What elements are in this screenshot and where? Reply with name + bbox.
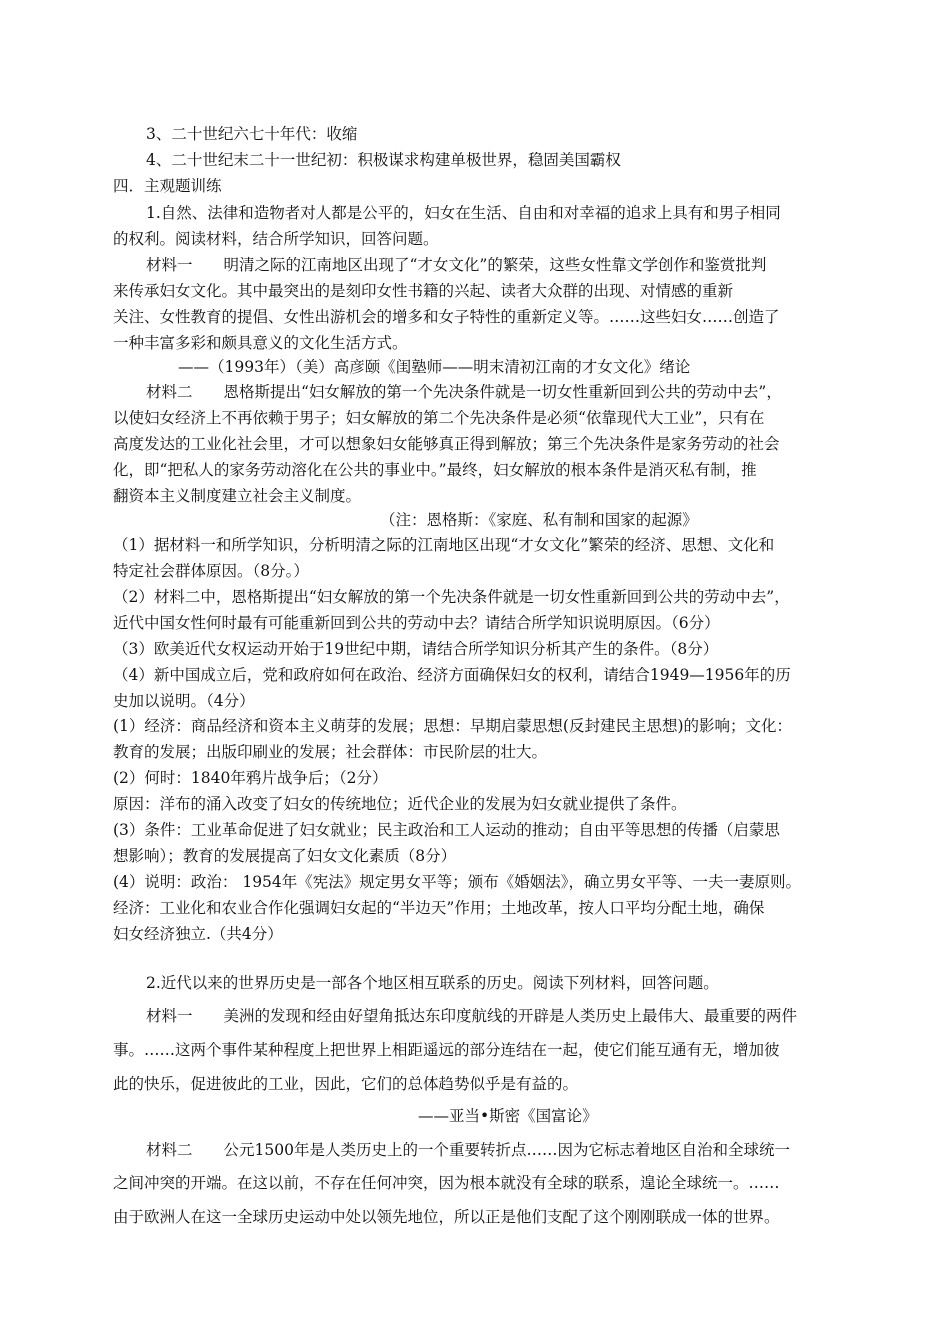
answer-text: (4）说明：政治： 1954年《宪法》规定男女平等；颁布《婚姻法》，确立男女平等、一夫一妻原则。 (113, 873, 802, 891)
material-text: 材料二 恩格斯提出“妇女解放的第一个先决条件就是一切女性重新回到公共的劳动中去”， (146, 383, 782, 401)
question-item: 史加以说明。（4分） (113, 692, 255, 710)
material-text: 事。……这两个事件某种程度上把世界上相距遥远的部分连结在一起，使它们能互通有无，增加彼 (113, 1041, 780, 1059)
question-item: 近代中国女性何时最有可能重新回到公共的劳动中去？请结合所学知识说明原因。（6分） (113, 614, 720, 632)
text-line: 4、二十世纪末二十一世纪初：积极谋求构建单极世界，稳固美国霸权 (146, 151, 621, 169)
material-text: 此的快乐，促进彼此的工业，因此，它们的总体趋势似乎是有益的。 (113, 1075, 579, 1093)
material-text: 材料二 公元1500年是人类历史上的一个重要转折点……因为它标志着地区自治和全球统一 (146, 1141, 790, 1159)
question-2-text: 2.近代以来的世界历史是一部各个地区相互联系的历史。阅读下列材料，回答问题。 (146, 974, 719, 992)
question-1-text: 的权利。阅读材料，结合所学知识，回答问题。 (113, 230, 439, 248)
material-text: 由于欧洲人在这一全球历史运动中处以领先地位，所以正是他们支配了这个刚刚联成一体的世界。 (113, 1208, 780, 1226)
material-text: 以使妇女经济上不再依赖于男子；妇女解放的第二个先决条件是必须“依靠现代大工业”，只有在 (113, 409, 765, 427)
material-text: 关注、女性教育的提倡、女性出游机会的增多和女子特性的重新定义等。……这些妇女……创造了 (113, 308, 780, 326)
answer-text: (2）何时：1840年鸦片战争后；（2分） (113, 769, 388, 787)
material-text: 一种丰富多彩和颇具意义的文化生活方式。 (113, 334, 408, 352)
material-text: 高度发达的工业化社会里，才可以想象妇女能够真正得到解放；第三个先决条件是家务劳动的社会 (113, 435, 780, 453)
material-text: 材料一 美洲的发现和经由好望角抵达东印度航线的开辟是人类历史上最伟大、最重要的两件 (146, 1007, 798, 1025)
question-item: （1）据材料一和所学知识，分析明清之际的江南地区出现“才女文化”繁荣的经济、思想、文化和 (113, 536, 775, 554)
answer-text: 经济：工业化和农业合作化强调妇女起的“半边天”作用；土地改革，按人口平均分配土地，确保 (113, 899, 765, 917)
answer-text: 原因：洋布的涌入改变了妇女的传统地位；近代企业的发展为妇女就业提供了条件。 (113, 795, 687, 813)
material-text: 之间冲突的开端。在这以前，不存在任何冲突，因为根本就没有全球的联系，遑论全球统一。…… (113, 1174, 780, 1192)
material-text: 来传承妇女文化。其中最突出的是刻印女性书籍的兴起、读者大众群的出现、对情感的重新 (113, 282, 734, 300)
material-text: 翻资本主义制度建立社会主义制度。 (113, 487, 362, 505)
section-heading: 四．主观题训练 (113, 177, 222, 195)
answer-text: 教育的发展；出版印刷业的发展；社会群体：市民阶层的壮大。 (113, 743, 548, 761)
answer-text: 妇女经济独立.（共4分） (113, 925, 283, 943)
answer-text: 想影响）；教育的发展提高了妇女文化素质（8分） (113, 847, 457, 865)
question-item: （2）材料二中，恩格斯提出“妇女解放的第一个先决条件就是一切女性重新回到公共的劳动中去”， (113, 588, 790, 606)
text-line: 3、二十世纪六七十年代：收缩 (146, 125, 358, 143)
material-source: ——亚当•斯密《国富论》 (418, 1107, 598, 1125)
material-source: ——（1993年）（美）高彦颐《闺塾师——明末清初江南的才女文化》绪论 (178, 358, 691, 376)
question-item: （4）新中国成立后，党和政府如何在政治、经济方面确保妇女的权利，请结合1949—1956年的历 (113, 666, 791, 684)
question-item: 特定社会群体原因。（8分。） (113, 562, 309, 580)
answer-text: (3）条件：工业革命促进了妇女就业；民主政治和工人运动的推动；自由平等思想的传播（启蒙思 (113, 821, 780, 839)
answer-text: (1）经济：商品经济和资本主义萌芽的发展；思想：早期启蒙思想(反封建民主思想)的影响；文化： (113, 717, 793, 735)
material-text: 材料一 明清之际的江南地区出现了“才女文化”的繁荣，这些女性靠文学创作和鉴赏批判 (146, 256, 767, 274)
question-1-text: 1.自然、法律和造物者对人都是公平的，妇女在生活、自由和对幸福的追求上具有和男子相同 (146, 204, 781, 222)
material-source: （注：恩格斯：《家庭、私有制和国家的起源》 (380, 511, 698, 529)
question-item: （3）欧美近代女权运动开始于19世纪中期，请结合所学知识分析其产生的条件。（8分） (113, 640, 719, 658)
material-text: 化，即“把私人的家务劳动溶化在公共的事业中。”最终，妇女解放的根本条件是消灭私有制，推 (113, 461, 757, 479)
